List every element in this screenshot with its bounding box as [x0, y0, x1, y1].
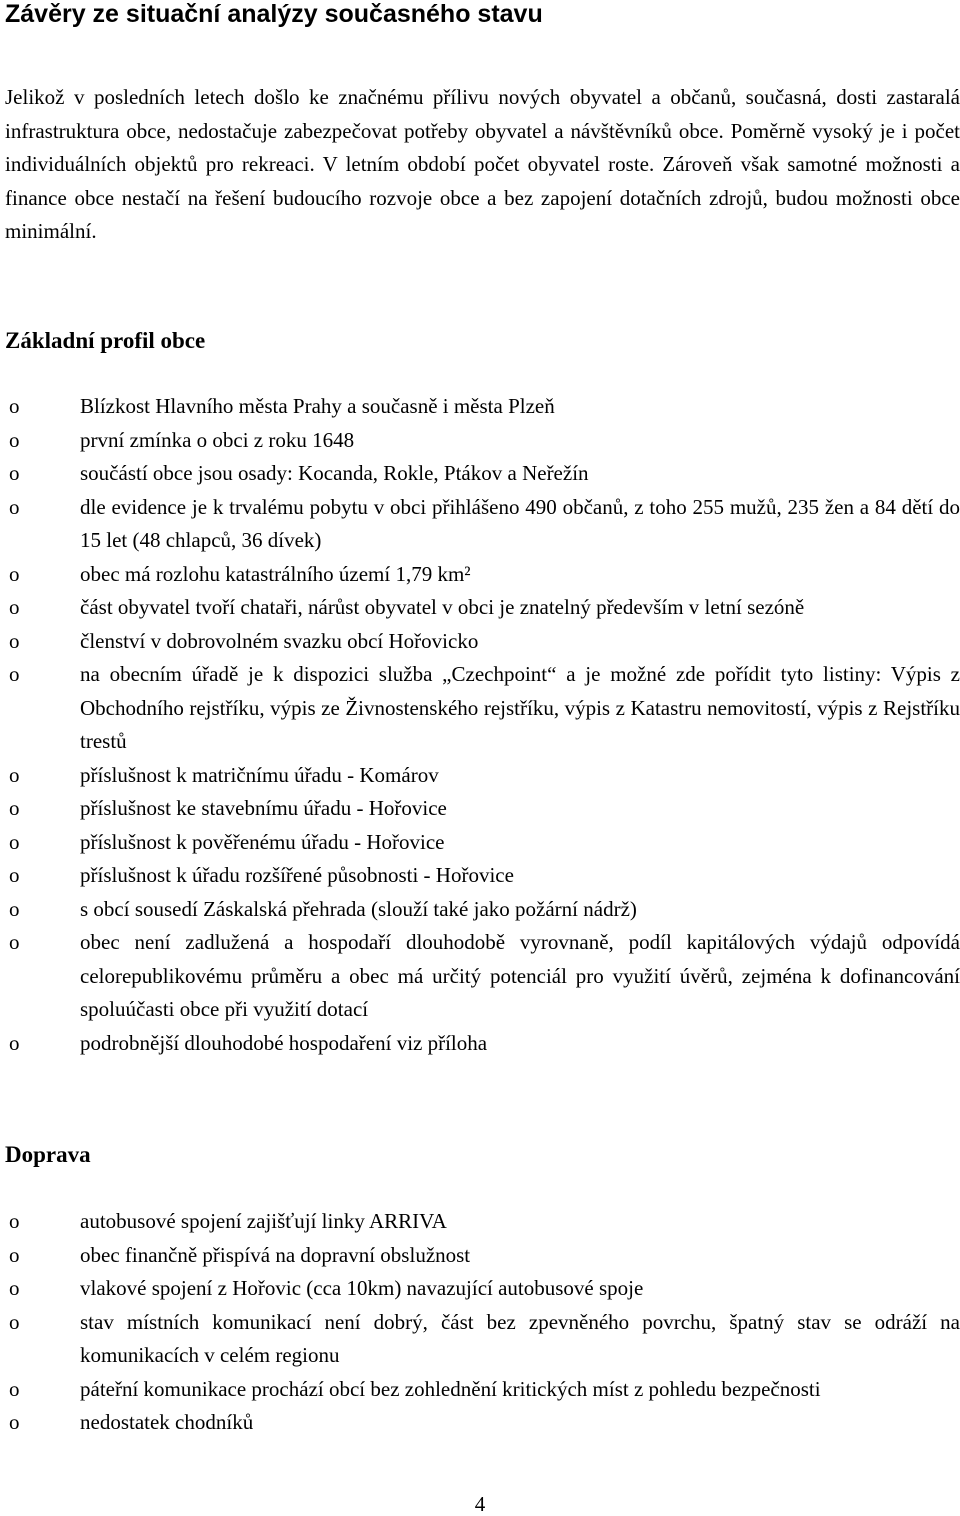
list-item [0, 1205, 960, 1239]
bullet-marker: o [9, 1030, 20, 1055]
list-item [0, 658, 960, 759]
bullet-marker: o [9, 561, 20, 586]
list-item [0, 558, 960, 592]
page-title: Závěry ze situační analýzy současného stavu [5, 0, 543, 28]
list-item-text: obec má rozlohu katastrálního území 1,79 km² [80, 561, 471, 586]
list-item [0, 792, 960, 826]
list-item-text: příslušnost k pověřenému úřadu - Hořovice [80, 829, 445, 854]
bullet-marker: o [9, 628, 20, 653]
bullet-marker: o [9, 461, 20, 485]
list-item [0, 1406, 960, 1440]
transport-list [0, 1205, 960, 1440]
bullet-marker: o [9, 662, 20, 686]
list-item [0, 826, 960, 860]
bullet-marker: o [9, 1242, 20, 1267]
list-item-text: stav místních komunikací není dobrý, část bez zpevněného povrchu, špatný stav se odráží na komunikacích v celém regionu [80, 1309, 960, 1367]
bullet-marker: o [9, 394, 20, 418]
list-item-text: část obyvatel tvoří chataři, nárůst obyvatel v obci je znatelný především v letní sezóně [80, 595, 805, 619]
list-item [0, 1306, 960, 1373]
list-item-text: první zmínka o obci z roku 1648 [80, 427, 355, 452]
list-item [0, 457, 960, 491]
list-item [0, 1373, 960, 1407]
list-item [0, 759, 960, 793]
list-item-text: obec není zadlužená a hospodaří dlouhodobě vyrovnaně, podíl kapitálových výdajů odpovídá celorepublikovému průměru a obec má určitý potenciál pro využití úvěrů, zejména k dofinancování spoluúčasti obce při využití dotací [80, 930, 960, 1021]
bullet-marker: o [9, 1276, 20, 1300]
list-item [0, 926, 960, 1027]
bullet-marker: o [9, 1209, 20, 1233]
profile-heading: Základní profil obce [5, 328, 206, 353]
bullet-marker: o [9, 427, 20, 452]
list-item-text: příslušnost k úřadu rozšířené působnosti - Hořovice [80, 863, 514, 887]
intro-paragraph: Jelikož v posledních letech došlo ke značnému přílivu nových obyvatel a občanů, současná, dosti zastaralá infrastruktura obce, nedostačuje zabezpečovat potřeby obyvatel a návštěvníků obce. Poměrně vysoký je i počet individuálních objektů pro rekreaci. V letním období počet obyvatel roste. Zároveň však samotné možnosti a finance obce nestačí na řešení budoucího rozvoje obce a bez zapojení dotačních zdrojů, budou možnosti obce minimální. [5, 85, 960, 243]
list-item-text: páteřní komunikace prochází obcí bez zohlednění kritických míst z pohledu bezpečnosti [80, 1376, 821, 1401]
list-item-text: Blízkost Hlavního města Prahy a současně i města Plzeň [80, 394, 555, 418]
list-item-text: příslušnost k matričnímu úřadu - Komárov [80, 762, 439, 787]
list-item-text: podrobnější dlouhodobé hospodaření viz příloha [80, 1030, 488, 1055]
bullet-marker: o [9, 896, 20, 921]
bullet-marker: o [9, 1410, 20, 1434]
bullet-marker: o [9, 829, 20, 854]
list-item-text: příslušnost ke stavebnímu úřadu - Hořovice [80, 796, 447, 820]
list-item-text: členství v dobrovolném svazku obcí Hořovicko [80, 628, 479, 653]
profile-list [0, 390, 960, 1060]
bullet-marker: o [9, 1309, 20, 1334]
bullet-marker: o [9, 762, 20, 787]
list-item [0, 893, 960, 927]
list-item-text: na obecním úřadě je k dispozici služba „Czechpoint“ a je možné zde pořídit tyto listiny: Výpis z Obchodního rejstříku, výpis ze Živnostenského rejstříku, výpis z Katastru nemovitostí, výpis z Rejstříku trestů [80, 662, 960, 753]
list-item-text: nedostatek chodníků [80, 1410, 254, 1434]
list-item-text: vlakové spojení z Hořovic (cca 10km) navazující autobusové spoje [80, 1276, 644, 1300]
bullet-marker: o [9, 930, 20, 954]
list-item-text: s obcí sousedí Záskalská přehrada (slouží také jako požární nádrž) [80, 896, 637, 921]
bullet-marker: o [9, 796, 20, 820]
list-item [0, 591, 960, 625]
list-item [0, 390, 960, 424]
bullet-marker: o [9, 595, 20, 619]
list-item [0, 1272, 960, 1306]
list-item [0, 491, 960, 558]
list-item-text: autobusové spojení zajišťují linky ARRIVA [80, 1209, 447, 1233]
list-item [0, 1239, 960, 1273]
bullet-marker: o [9, 863, 20, 887]
list-item [0, 859, 960, 893]
bullet-marker: o [9, 1376, 20, 1401]
list-item-text: dle evidence je k trvalému pobytu v obci přihlášeno 490 občanů, z toho 255 mužů, 235 žen a 84 dětí do 15 let (48 chlapců, 36 dívek) [80, 494, 960, 552]
list-item [0, 625, 960, 659]
page-number: 4 [474, 1492, 486, 1516]
list-item [0, 1027, 960, 1061]
transport-heading: Doprava [5, 1142, 91, 1167]
list-item-text: obec finančně přispívá na dopravní obslužnost [80, 1242, 471, 1267]
bullet-marker: o [9, 494, 20, 519]
list-item-text: součástí obce jsou osady: Kocanda, Rokle, Ptákov a Neřežín [80, 461, 589, 485]
list-item [0, 424, 960, 458]
